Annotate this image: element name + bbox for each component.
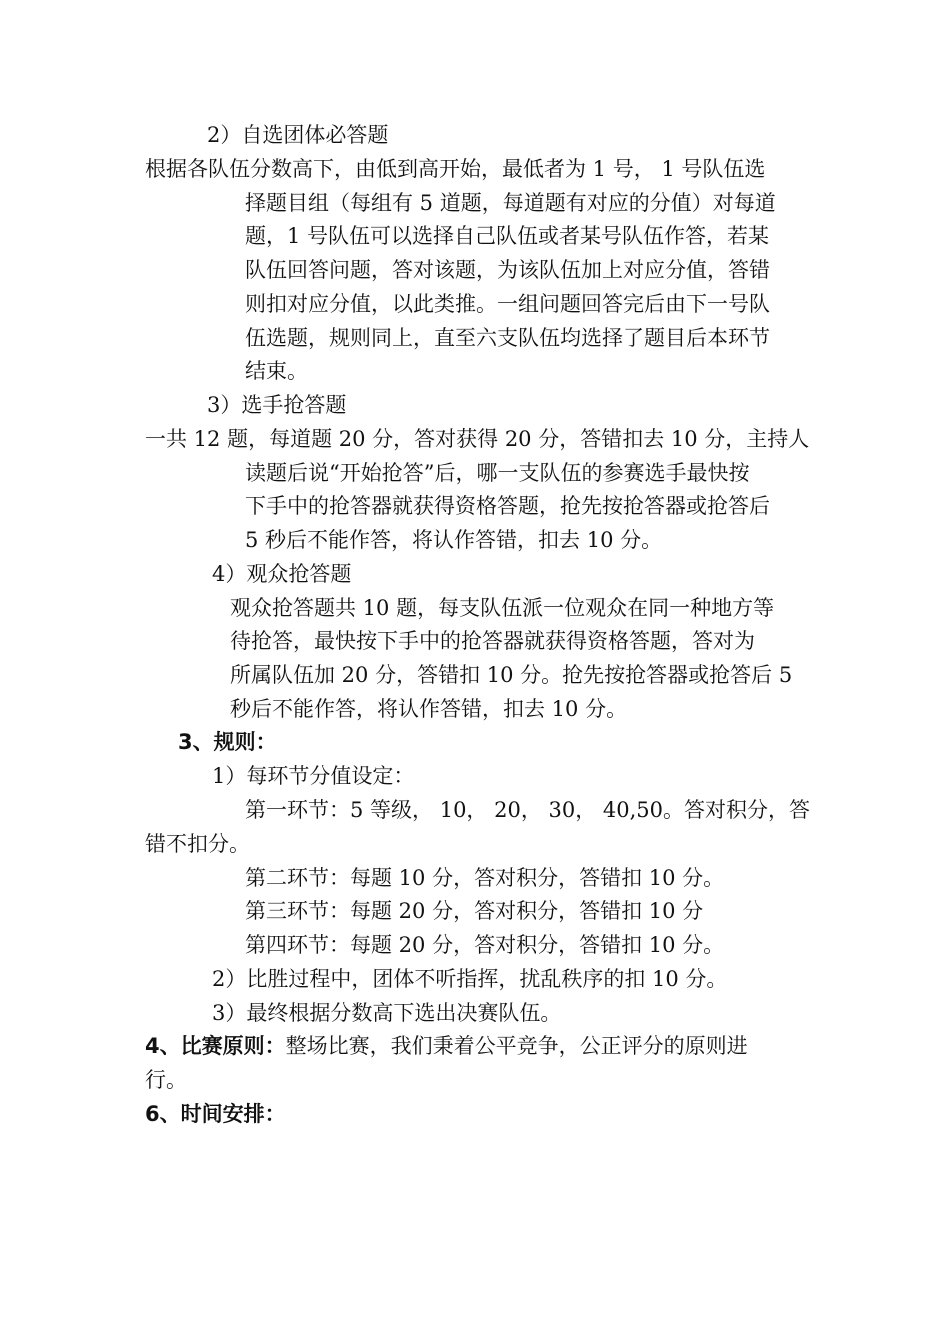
paragraph-line: 一共 12 题，每道题 20 分，答对获得 20 分，答错扣去 10 分，主持人 (145, 427, 810, 451)
paragraph-line: 则扣对应分值，以此类推。一组问题回答完后由下一号队 (245, 292, 770, 316)
principle-line (145, 1030, 748, 1064)
rules-round-line: 第一环节：5 等级， 10， 20， 30， 40,50。答对积分，答 (245, 798, 811, 822)
paragraph-line: 题，1 号队伍可以选择自己队伍或者某号队伍作答，若某 (245, 224, 770, 248)
paragraph-line: 择题目组（每组有 5 道题，每道题有对应的分值）对每道 (245, 191, 776, 215)
paragraph-line: 根据各队伍分数高下，由低到高开始，最低者为 1 号， 1 号队伍选 (145, 157, 766, 181)
rules-round-line: 第二环节：每题 10 分，答对积分，答错扣 10 分。 (245, 866, 725, 890)
rules-item: 2）比胜过程中，团体不听指挥，扰乱秩序的扣 10 分。 (212, 967, 728, 991)
paragraph-line: 下手中的抢答器就获得资格答题，抢先按抢答器或抢答后 (245, 494, 770, 518)
rules-item: 1）每环节分值设定： (212, 764, 415, 788)
paragraph-line: 所属队伍加 20 分，答错扣 10 分。抢先按抢答器或抢答后 5 (230, 663, 793, 687)
principle-text: 整场比赛，我们秉着公平竞争，公正评分的原则进 (285, 1034, 748, 1058)
paragraph-line: 秒后不能作答，将认作答错，扣去 10 分。 (230, 697, 628, 721)
principle-label: 4、比赛原则： (145, 1034, 286, 1058)
paragraph-line: 待抢答，最快按下手中的抢答器就获得资格答题，答对为 (230, 629, 755, 653)
paragraph-line: 队伍回答问题，答对该题，为该队伍加上对应分值，答错 (245, 258, 770, 282)
rules-item: 3）最终根据分数高下选出决赛队伍。 (212, 1001, 562, 1025)
rules-round-line: 第三环节：每题 20 分，答对积分，答错扣 10 分 (245, 899, 704, 923)
paragraph-line: 读题后说“开始抢答”后，哪一支队伍的参赛选手最快按 (245, 461, 750, 485)
section-heading-player-buzz: 3）选手抢答题 (207, 393, 347, 417)
schedule-heading: 6、时间安排： (145, 1102, 286, 1126)
rules-heading: 3、规则： (178, 730, 277, 754)
section-heading-audience-buzz: 4）观众抢答题 (212, 562, 352, 586)
paragraph-line: 伍选题，规则同上，直至六支队伍均选择了题目后本环节 (245, 326, 770, 350)
rules-round-line: 第四环节：每题 20 分，答对积分，答错扣 10 分。 (245, 933, 725, 957)
paragraph-line: 5 秒后不能作答，将认作答错，扣去 10 分。 (245, 528, 663, 552)
paragraph-line: 结束。 (245, 359, 308, 383)
section-heading-self-select: 2）自选团体必答题 (207, 123, 389, 147)
principle-line-continued: 行。 (145, 1068, 187, 1092)
paragraph-line: 观众抢答题共 10 题，每支队伍派一位观众在同一种地方等 (230, 596, 775, 620)
rules-round-line: 错不扣分。 (145, 832, 250, 856)
